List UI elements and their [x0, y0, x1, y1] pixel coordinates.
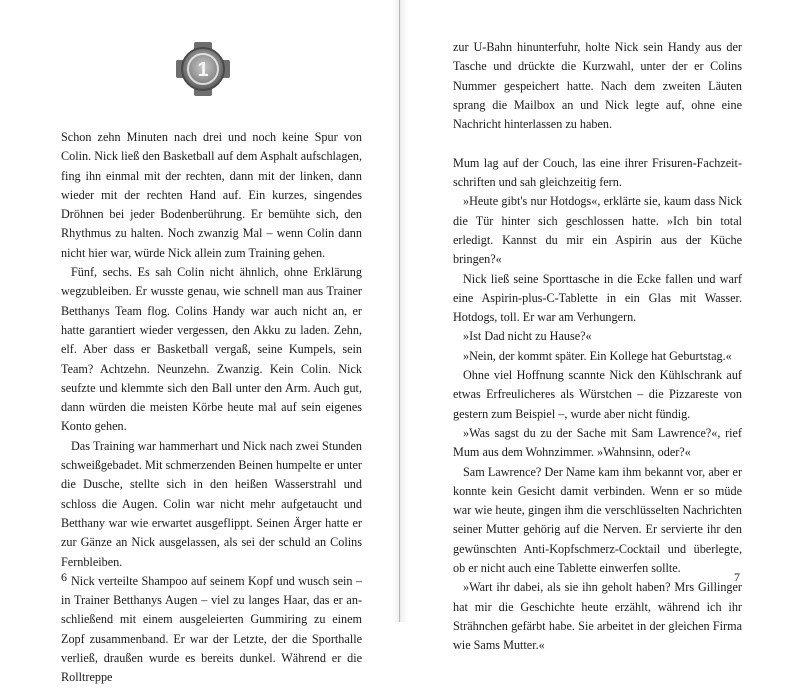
paragraph: »Wart ihr dabei, als sie ihn geholt haben? Mrs Gillinger hat mir die Geschichte heute erzählt, während ich ihr Strähnchen gefärbt habe. Sie arbeitet in der gleichen Firma wie Sams Mutter.« — [453, 580, 742, 653]
paragraph: Nick ließ seine Sporttasche in die Ecke fallen und warf eine Aspirin-plus-C-Tablette in ein Glas mit Wasser. Hotdogs, toll. Er war am Verhungern. — [453, 271, 742, 325]
book-gutter — [399, 0, 400, 622]
chapter-number: 1 — [197, 59, 209, 81]
left-page — [0, 0, 400, 685]
paragraph: zur U-Bahn hinunterfuhr, holte Nick sein Handy aus der Tasche und drückte die Kurzwahl, unter der er Colins Nummer gespeichert hatte. Nach dem zweiten Läuten sprang die Mailbox an und Nick legte auf, ohne eine Nachricht hinterlassen zu haben. — [453, 40, 742, 132]
paragraph: Fünf, sechs. Es sah Colin nicht ähnlich, ohne Erklärung wegzubleiben. Er wusste genau, wie schnell man aus Trainer Betthanys Team flog. Colins Handy war auch nicht an, er hatte garantiert wieder vergessen, den Akku zu laden. Zehn, elf. Aber dass er Basketball vergaß, seine Kumpels, sein Team? Achtzehn. Neunzehn. Zwanzig. Kein Colin. Nick seufzte und klemmte sich den Ball unter den Arm. Auch gut, dann würden die meisten Körbe heute mal auf sein eigenes Konto gehen. — [61, 265, 362, 434]
right-page-text — [453, 38, 742, 656]
paragraph: Mum lag auf der Couch, las eine ihrer Frisuren-Fachzeitschriften und sah gleichzeitig fern. — [453, 155, 742, 190]
paragraph: »Ist Dad nicht zu Hause?« — [463, 329, 592, 344]
paragraph: »Heute gibt's nur Hotdogs«, erklärte sie, kaum dass Nick die Tür hinter sich geschlossen hatte. »Ich bin total erledigt. Kannst du mir ein Aspirin aus der Küche bringen?« — [453, 194, 742, 267]
chapter-badge-icon — [174, 40, 232, 98]
paragraph: Das Training war hammerhart und Nick nach zwei Stunden schweißgebadet. Mit schmerzenden Beinen humpelte er unter die Dusche, stellte sich in den heißen Wasserstrahl und schloss die Augen. Colin war nicht mehr aufgetaucht und Betthany war wie erwartet ausgeflippt. Seinen Ärger hatte er zur Gänze an Nick ausgelassen, als sei der schuld an Colins Fernbleiben. — [61, 438, 362, 569]
paragraph: Nick verteilte Shampoo auf seinem Kopf und wusch sein – in Trainer Betthanys Augen – viel zu langes Haar, das er anschließend mit einem ausgeleierten Gummiring zu einem Zopf zusammenband. Er war der Letzte, der die Sporthalle verließ, draußen wurde es bereits dunkel. Während er die Rolltreppe — [61, 573, 362, 685]
page-number-left: 6 — [61, 570, 67, 584]
page-number-right: 7 — [734, 570, 740, 584]
paragraph: Ohne viel Hoffnung scannte Nick den Kühlschrank auf etwas Erfreulicheres als Würstchen – die Pizzareste von gestern zum Beispiel –, wurde aber nicht fündig. — [453, 368, 742, 421]
paragraph: Schon zehn Minuten nach drei und noch keine Spur von Colin. Nick ließ den Basketball auf dem Asphalt aufschlagen, fing ihn einmal mit der rechten, dann mit der linken, dann wieder mit der rechten Hand auf. Ein kurzes, singendes Dröhnen bei jeder Bodenberührung. Er bemühte sich, den Rhythmus zu halten. Noch zwanzig Mal – wenn Colin dann nicht hier war, würde Nick allein zum Training gehen. — [61, 130, 362, 260]
paragraph: Sam Lawrence? Der Name kam ihm bekannt vor, aber er konnte kein Gesicht damit verbinden. Wenn er so müde war wie heute, gingen ihm die verschlüsselten Nachrichten seiner Mutter gehörig auf die Nerven. Er servierte ihr den gewünschten Anti-Kopfschmerz-Cocktail und überlegte, ob er nicht auch eine Tablette einwerfen sollte. — [453, 464, 742, 576]
paragraph: »Nein, der kommt später. Ein Kollege hat Geburtstag.« — [463, 348, 732, 363]
paragraph: »Was sagst du zu der Sache mit Sam Lawrence?«, rief Mum aus dem Wohnzimmer. »Wahnsinn, oder?« — [453, 425, 742, 460]
left-page-text — [61, 128, 362, 688]
